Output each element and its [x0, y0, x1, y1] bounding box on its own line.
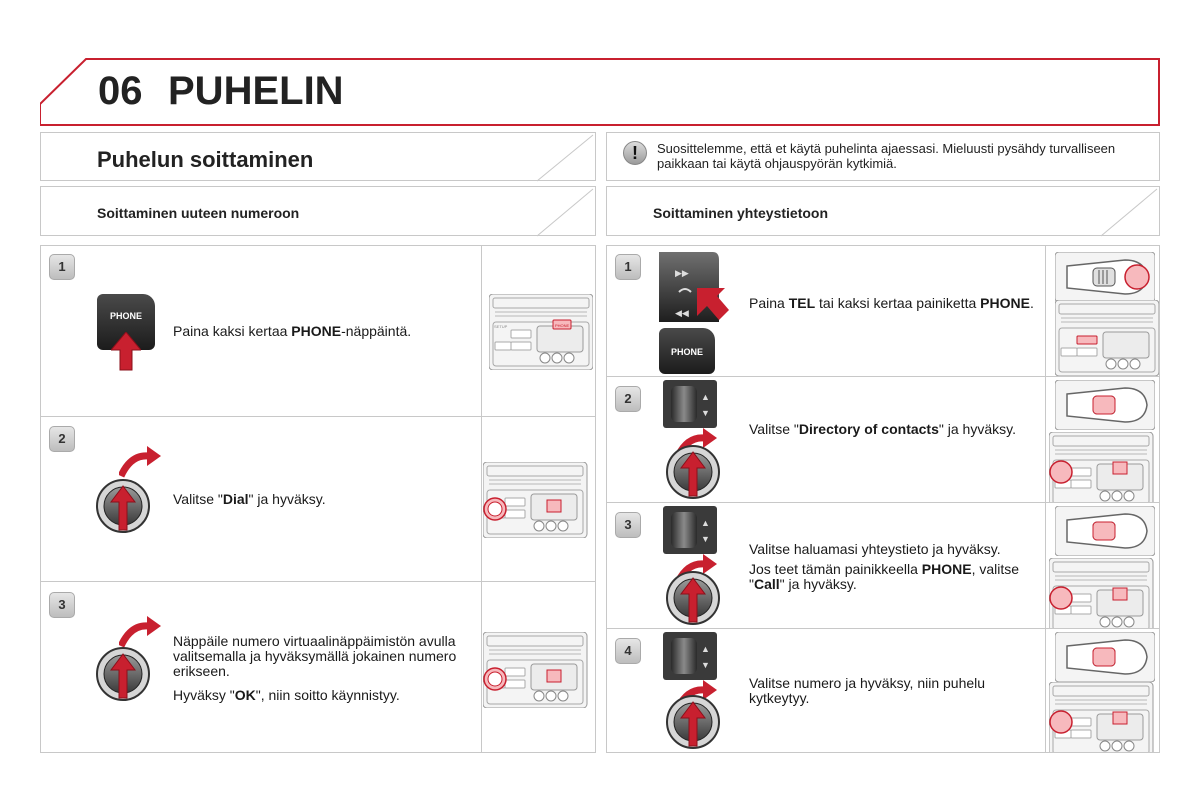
step-text-bold: PHONE	[291, 323, 342, 339]
right-subtitle-diagonal	[1079, 187, 1159, 237]
step-text	[749, 422, 1039, 437]
radio-illustration	[483, 632, 593, 708]
step-text-bold: PHONE	[980, 295, 1030, 311]
step-text-part: Hyväksy "	[173, 687, 235, 703]
section-title: Puhelun soittaminen	[97, 147, 314, 172]
chapter-header	[40, 58, 1160, 126]
right-image-column-divider	[1045, 246, 1046, 752]
step-text-part: -näppäintä.	[341, 323, 412, 339]
rotary-knob-icon	[665, 444, 723, 502]
svg-text:▶▶: ▶▶	[675, 268, 689, 278]
right-subtitle-box	[606, 186, 1160, 236]
left-subtitle: Soittaminen uuteen numeroon	[97, 205, 300, 221]
rotary-knob-icon	[665, 694, 723, 752]
rotate-arrow-icon	[119, 446, 163, 482]
step-badge: 2	[49, 426, 75, 452]
step-text-part: .	[1029, 295, 1034, 311]
radio-illustration	[1049, 682, 1159, 752]
phone-button-label: PHONE	[109, 311, 142, 321]
phone-button	[659, 328, 715, 374]
stalk-illustration	[1055, 506, 1155, 556]
thumbwheel-icon	[663, 632, 717, 680]
step-text	[749, 562, 1029, 592]
press-arrow-icon	[111, 332, 141, 372]
radio-illustration	[1055, 300, 1159, 376]
phone-button-label: PHONE	[670, 347, 703, 357]
svg-text:▼: ▼	[701, 534, 710, 544]
step-text	[749, 296, 1039, 311]
step-text-bold: OK	[234, 687, 256, 703]
step-badge: 3	[49, 592, 75, 618]
warning-text: Suosittelemme, että et käytä puhelinta ajaessasi. Mieluusti pysähdy turvalliseen paikkaan tai käytä ohjauspyörän kytkimiä.	[657, 141, 1116, 171]
svg-text:▲: ▲	[701, 392, 710, 402]
rotary-knob-icon	[95, 646, 153, 716]
left-row-divider-1	[41, 416, 595, 417]
step-text	[173, 492, 473, 507]
left-subtitle-diagonal	[515, 187, 595, 237]
section-title-box	[40, 132, 596, 181]
step-text: Valitse numero ja hyväksy, niin puhelu kytkeytyy.	[749, 675, 986, 706]
svg-text:▲: ▲	[701, 644, 710, 654]
radio-illustration	[1049, 558, 1159, 628]
rotary-knob-icon	[95, 478, 153, 548]
step-text-part: " ja hyväksy.	[248, 491, 326, 507]
stalk-illustration	[1055, 252, 1155, 302]
radio-illustration	[483, 462, 593, 538]
step-text-part: ", niin soitto käynnistyy.	[255, 687, 400, 703]
svg-text:▲: ▲	[701, 518, 710, 528]
press-arrow-icon	[695, 286, 729, 322]
step-text-bold: Directory of contacts	[798, 421, 939, 437]
step-text-bold: PHONE	[921, 561, 972, 577]
right-subtitle: Soittaminen yhteystietoon	[653, 205, 829, 221]
step-text-part: Paina	[749, 295, 789, 311]
step-text-part: , valitse "	[749, 561, 1020, 592]
step-text-part: " ja hyväksy.	[938, 421, 1016, 437]
radio-illustration	[1049, 432, 1159, 502]
step-text-intro: Valitse haluamasi yhteystieto ja hyväksy.	[749, 541, 1001, 557]
stalk-illustration	[1055, 380, 1155, 430]
svg-text:▼: ▼	[701, 660, 710, 670]
right-row-divider-3	[607, 628, 1159, 629]
right-steps-panel	[606, 245, 1160, 753]
left-steps-panel	[40, 245, 596, 753]
chapter-number: 06	[98, 69, 143, 113]
step-badge: 4	[615, 638, 641, 664]
svg-text:▼: ▼	[701, 408, 710, 418]
thumbwheel-icon	[663, 506, 717, 554]
section-title-diagonal	[515, 133, 595, 182]
step-text-part: Jos teet tämän painikkeella	[749, 561, 922, 577]
step-text-part: " ja hyväksy.	[779, 576, 857, 592]
right-row-divider-1	[607, 376, 1159, 377]
radio-phone-label: PHONE	[555, 323, 570, 328]
step-text-part: Valitse "	[173, 491, 223, 507]
stalk-illustration	[1055, 632, 1155, 682]
step-text-intro: Näppäile numero virtuaalinäppäimistön avulla valitsemalla ja hyväksymällä jokainen numero erikseen.	[173, 633, 457, 679]
left-image-column-divider	[481, 246, 482, 752]
warning-box	[606, 132, 1160, 181]
step-text-bold: Dial	[222, 491, 249, 507]
step-badge: 3	[615, 512, 641, 538]
left-row-divider-2	[41, 581, 595, 582]
chapter-title: PUHELIN	[168, 69, 344, 113]
step-badge: 1	[615, 254, 641, 280]
step-text-part: tai kaksi kertaa painiketta	[815, 295, 981, 311]
exclamation-icon: !	[623, 141, 647, 165]
radio-illustration	[489, 294, 593, 370]
left-subtitle-box	[40, 186, 596, 236]
step-text-bold: Call	[753, 576, 780, 592]
right-row-divider-2	[607, 502, 1159, 503]
step-text	[173, 688, 473, 703]
step-text-bold: TEL	[788, 295, 816, 311]
svg-text:◀◀: ◀◀	[675, 308, 689, 318]
radio-setup-label: SETUP	[494, 324, 508, 329]
step-text	[173, 324, 473, 339]
step-text-part: Valitse "	[749, 421, 799, 437]
step-text-part: Paina kaksi kertaa	[173, 323, 292, 339]
rotary-knob-icon	[665, 570, 723, 628]
thumbwheel-icon	[663, 380, 717, 428]
step-badge: 1	[49, 254, 75, 280]
step-badge: 2	[615, 386, 641, 412]
